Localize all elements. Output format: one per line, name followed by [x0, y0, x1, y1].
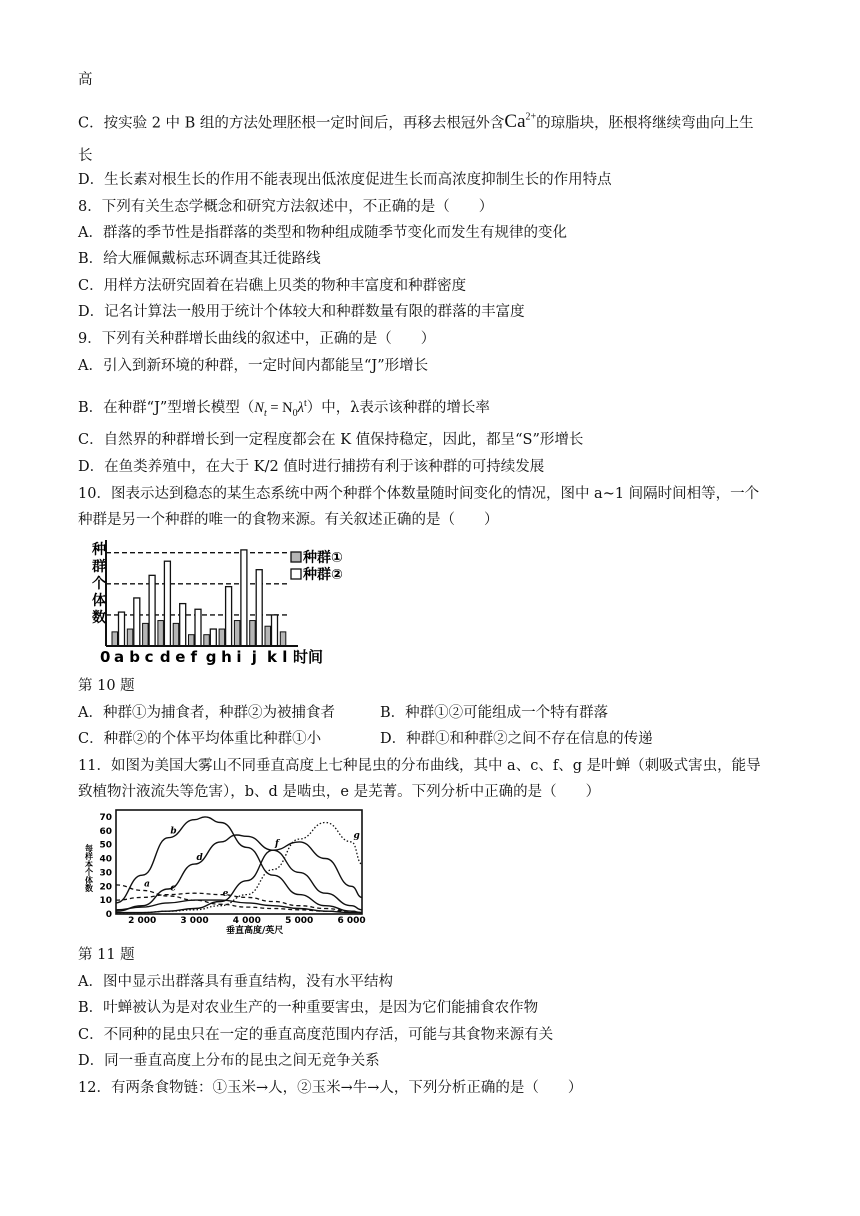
- q11-option-b: B．叶蝉被认为是对农业生产的一种重要害虫，是因为它们能捕食农作物: [78, 1000, 539, 1016]
- calcium-ion: [504, 111, 536, 132]
- curve-label-f: f: [275, 839, 279, 850]
- curve-label-d: d: [196, 853, 203, 864]
- y-tick-20: 20: [99, 882, 112, 893]
- x-tick-a: a: [114, 648, 125, 666]
- calcium-symbol: Ca: [504, 111, 526, 133]
- text-line-gao: 高: [78, 72, 93, 88]
- bar-pop1-g: [210, 629, 216, 646]
- q10-option-a: A．种群①为捕食者，种群②为被捕食者: [78, 705, 335, 721]
- bar-pop1-j: [256, 570, 262, 646]
- bar-pop2-k: [265, 626, 271, 646]
- x-tick-0: 0: [100, 648, 111, 666]
- text-line-zhang: 长: [78, 148, 93, 164]
- x-tick-d: d: [159, 648, 171, 666]
- bar-pop2-a: [112, 632, 118, 646]
- curve-label-c: c: [170, 883, 176, 894]
- legend-pop2-label: 种群②: [303, 567, 343, 583]
- q9b-text-part2: ）中，λ表示该种群的增长率: [306, 399, 490, 416]
- q9b-text-part1: B．在种群“J”型增长模型（: [78, 399, 255, 416]
- bar-pop2-l: [280, 632, 286, 646]
- y-tick-10: 10: [99, 896, 112, 907]
- y-tick-50: 50: [99, 840, 112, 851]
- q9-option-b: [78, 394, 490, 424]
- x-tick-j: j: [251, 648, 257, 666]
- q8-option-d: D．记名计算法一般用于统计个体较大和种群数量有限的群落的丰富度: [78, 304, 525, 320]
- q9-option-c: C．自然界的种群增长到一定程度都会在 K 值保持稳定，因此，都呈“S”形增长: [78, 432, 584, 448]
- formula-sub-t: t: [263, 407, 267, 419]
- x-tick-3000: 3 000: [180, 916, 209, 926]
- x-tick-g: g: [205, 648, 217, 666]
- x-tick-e: e: [175, 648, 186, 666]
- bar-pop1-d: [164, 561, 170, 646]
- bar-pop2-c: [143, 623, 149, 646]
- option-d-prev: D．生长素对根生长的作用不能表现出低浓度促进生长而高浓度抑制生长的作用特点: [78, 172, 612, 188]
- bar-pop2-f: [189, 635, 195, 646]
- q11-option-a: A．图中显示出群落具有垂直结构，没有水平结构: [78, 974, 393, 990]
- bar-pop1-b: [134, 598, 140, 646]
- legend-pop2-swatch: [291, 569, 301, 579]
- q8-option-a: A．群落的季节性是指群落的类型和物种组成随季节变化而发生有规律的变化: [78, 225, 567, 241]
- bar-pop1-a: [119, 612, 125, 646]
- x-tick-b: b: [129, 648, 141, 666]
- x-tick-h: h: [221, 648, 232, 666]
- bar-pop1-f: [195, 609, 201, 646]
- x-axis-label: 垂直高度/英尺: [226, 926, 284, 936]
- legend-pop1-label: 种群①: [303, 550, 343, 566]
- bar-pop2-e: [173, 623, 179, 646]
- curve-label-e: e: [222, 889, 229, 900]
- x-tick-l: l: [282, 648, 288, 666]
- formula-sup-t: t: [303, 398, 307, 409]
- x-tick-2000: 2 000: [128, 916, 157, 926]
- q10-option-b: B．种群①②可能组成一个特有群落: [380, 705, 609, 721]
- question-11-line1: 11．如图为美国大雾山不同垂直高度上七种昆虫的分布曲线，其中 a、c、f、g 是叶蝉（刺吸式害虫，能导: [78, 758, 761, 774]
- q11-option-d: D．同一垂直高度上分布的昆虫之间无竞争关系: [78, 1053, 380, 1069]
- question-9: 9．下列有关种群增长曲线的叙述中，正确的是（ ）: [78, 331, 436, 347]
- x-tick-f: f: [190, 648, 198, 666]
- option-c-continuation: [78, 108, 754, 133]
- q10-option-c: C．种群②的个体平均体重比种群①小: [78, 731, 322, 747]
- legend-pop1-swatch: [291, 552, 301, 562]
- bar-pop1-e: [180, 604, 186, 646]
- bar-pop2-i: [234, 621, 240, 646]
- x-tick-k: k: [267, 648, 277, 666]
- y-axis-label: 种群个体数: [92, 542, 106, 626]
- question-10-line1: 10．图表示达到稳态的某生态系统中两个种群个体数量随时间变化的情况，图中 a~1 间隔时间相等，一个: [78, 486, 760, 502]
- x-tick-c: c: [144, 648, 154, 666]
- x-tick-5000: 5 000: [285, 916, 314, 926]
- bar-pop1-k: [272, 615, 278, 646]
- formula-n: N: [254, 399, 264, 416]
- question-12: 12．有两条食物链：①玉米→人，②玉米→牛→人，下列分析正确的是（ ）: [78, 1080, 583, 1096]
- question-11-line2: 致植物汁液流失等危害），b、d 是啮虫，e 是芜菁。下列分析中正确的是（ ）: [78, 784, 601, 800]
- curve-b: [116, 817, 362, 913]
- x-tick-i: i: [236, 648, 242, 666]
- bar-pop2-h: [219, 629, 225, 646]
- curve-g: [116, 823, 362, 913]
- fig10-caption: 第 10 题: [78, 678, 135, 694]
- option-c-text-part1: C．按实验 2 中 B 组的方法处理胚根一定时间后，再移去根冠外含: [78, 115, 505, 132]
- bar-pop2-g: [204, 635, 210, 646]
- q8-option-c: C．用样方法研究固着在岩礁上贝类的物种丰富度和种群密度: [78, 278, 467, 294]
- x-tick-6000: 6 000: [337, 916, 366, 926]
- curve-label-g: g: [353, 830, 360, 841]
- question-10-line2: 种群是另一个种群的唯一的食物来源。有关叙述正确的是（ ）: [78, 512, 499, 528]
- y-tick-60: 60: [99, 826, 112, 837]
- formula-lambda: λ: [297, 399, 304, 416]
- x-axis-label: 时间: [293, 648, 324, 666]
- bar-pop1-c: [149, 575, 155, 646]
- curve-label-b: b: [170, 826, 177, 837]
- y-tick-70: 70: [99, 812, 112, 823]
- q9-option-d: D．在鱼类养殖中，在大于 K/2 值时进行捕捞有利于该种群的可持续发展: [78, 459, 545, 475]
- bar-pop2-j: [250, 621, 256, 646]
- x-tick-4000: 4 000: [232, 916, 261, 926]
- y-tick-0: 0: [105, 910, 112, 920]
- fig11-caption: 第 11 题: [78, 947, 135, 963]
- curve-d: [116, 835, 362, 911]
- curve-label-a: a: [144, 879, 151, 890]
- formula-sub-0: 0: [292, 407, 298, 419]
- j-growth-formula: [254, 398, 307, 419]
- option-c-text-part2: 的琼脂块，胚根将继续弯曲向上生: [536, 115, 754, 132]
- bar-pop2-b: [127, 629, 133, 646]
- y-tick-30: 30: [99, 868, 112, 879]
- q11-option-c: C．不同种的昆虫只在一定的垂直高度范围内存活，可能与其食物来源有关: [78, 1027, 554, 1043]
- y-axis-label: 每样本个体数: [84, 844, 94, 892]
- bar-pop2-d: [158, 621, 164, 646]
- bar-pop1-h: [226, 587, 232, 646]
- line-chart-insect-distribution: [76, 806, 372, 938]
- formula-equals-n: = N: [266, 399, 293, 416]
- y-tick-40: 40: [99, 854, 112, 865]
- bar-pop1-i: [241, 550, 247, 646]
- q10-option-d: D．种群①和种群②之间不存在信息的传递: [380, 731, 653, 747]
- q8-option-b: B．给大雁佩戴标志环调查其迁徙路线: [78, 251, 321, 267]
- calcium-charge: 2+: [525, 112, 537, 123]
- question-8: 8．下列有关生态学概念和研究方法叙述中，不正确的是（ ）: [78, 199, 494, 215]
- bar-chart-population: [84, 534, 364, 666]
- q9-option-a: A．引入到新环境的种群，一定时间内都能呈“J”形增长: [78, 358, 429, 374]
